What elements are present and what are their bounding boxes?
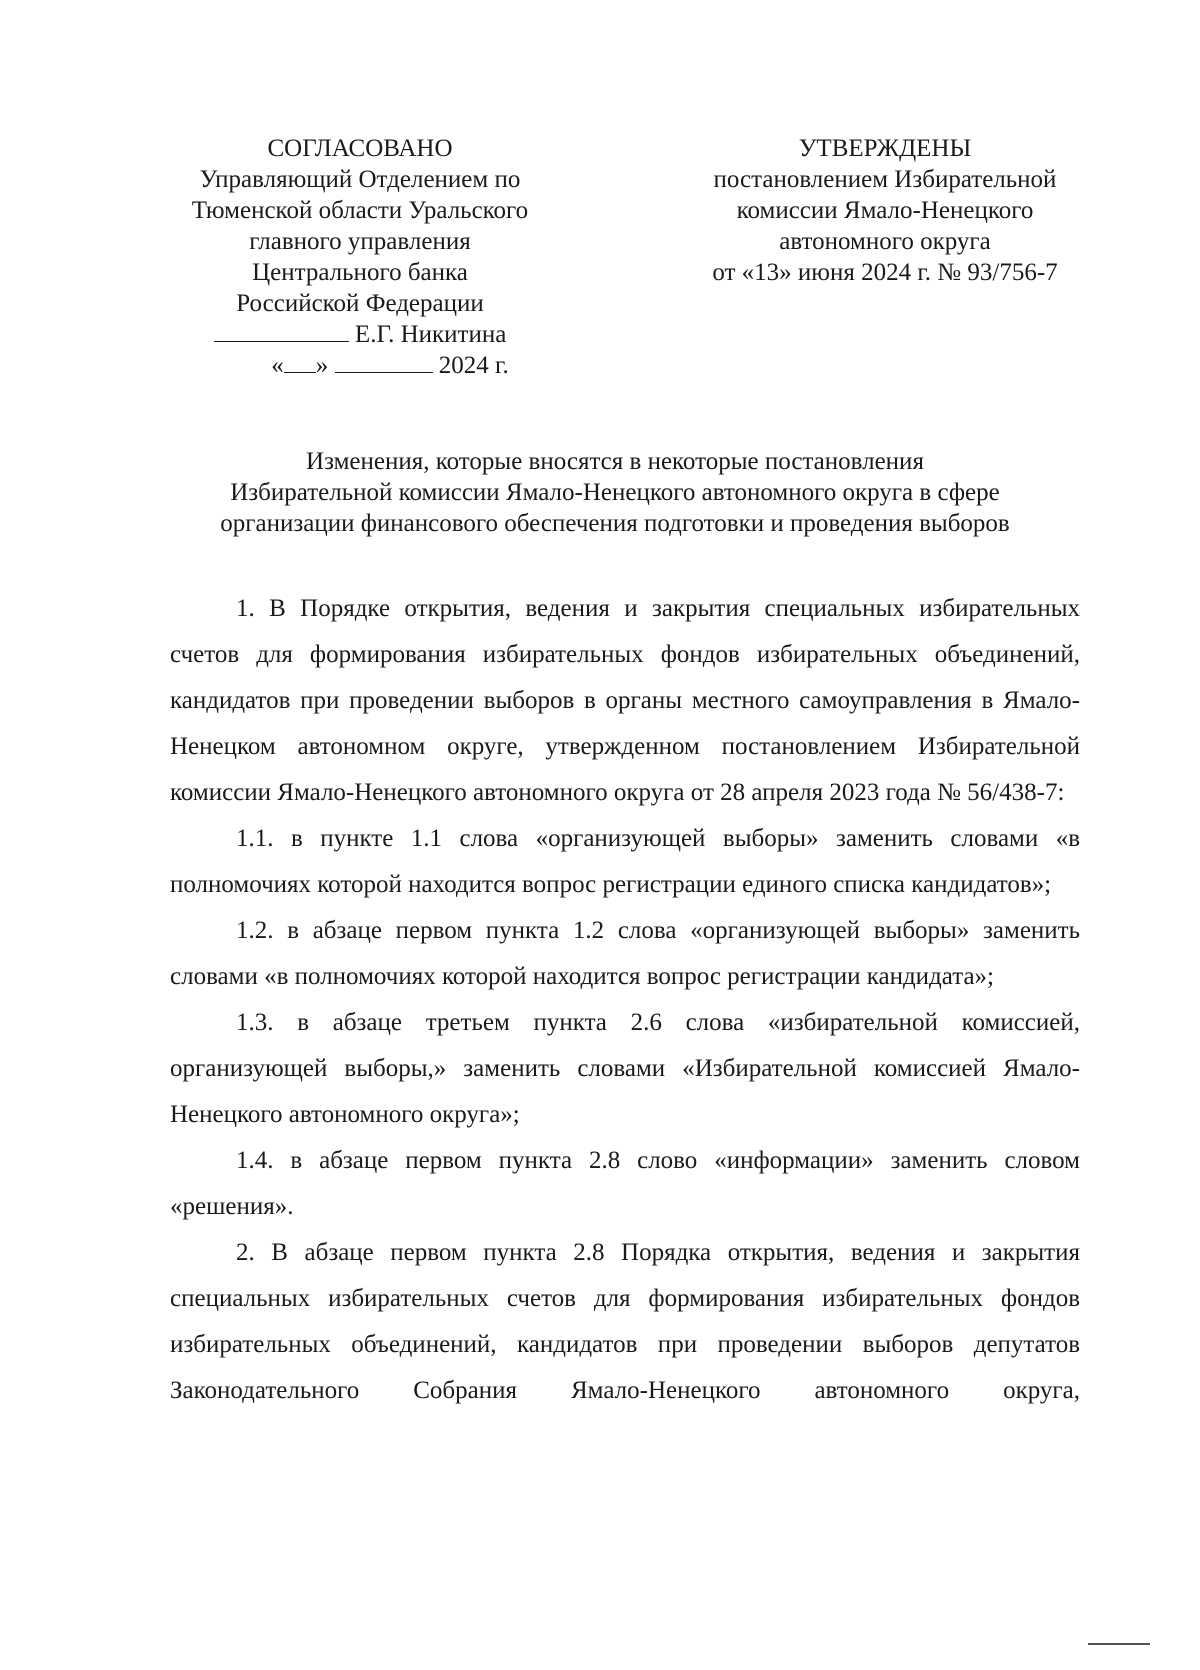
signer-name: Е.Г. Никитина <box>354 321 507 348</box>
agreed-line: Управляющий Отделением по <box>199 166 521 193</box>
agreed-heading: СОГЛАСОВАНО <box>267 135 453 162</box>
agreed-line: Тюменской области Уральского <box>191 197 529 224</box>
approval-date-row <box>150 350 570 381</box>
document-body <box>170 586 1080 1414</box>
approved-block <box>665 133 1105 288</box>
agreed-line: главного управления <box>249 228 471 255</box>
date-quote-close: » <box>315 352 329 379</box>
agreed-line: Российской Федерации <box>236 290 484 317</box>
paragraph-1-2: 1.2. в абзаце первом пункта 1.2 слова «организующей выборы» заменить словами «в полномочиях которой находится вопрос регистрации кандидата»; <box>170 917 1080 990</box>
paragraph-1-4: 1.4. в абзаце первом пункта 2.8 слово «информации» заменить словом «решения». <box>170 1147 1080 1220</box>
approved-heading: УТВЕРЖДЕНЫ <box>798 135 972 162</box>
day-blank <box>284 350 316 373</box>
paragraph-2: 2. В абзаце первом пункта 2.8 Порядка открытия, ведения и закрытия специальных избирательных счетов для формирования избирательных фондов избирательных объединений, кандидатов при проведении выборов депутатов Законодательного Собрания Ямало-Ненецкого автономного округа, <box>170 1239 1080 1404</box>
title-line: Избирательной комиссии Ямало-Ненецкого автономного округа в сфере <box>230 479 1000 506</box>
date-quote-open: « <box>271 352 284 379</box>
paragraph-1-3: 1.3. в абзаце третьем пункта 2.6 слова «избирательной комиссией, организующей выборы,» заменить словами «Избирательной комиссией Ямало-Ненецкого автономного округа»; <box>170 1009 1080 1128</box>
date-year: 2024 г. <box>438 352 509 379</box>
title-line: организации финансового обеспечения подготовки и проведения выборов <box>220 510 1010 537</box>
page-footer-mark <box>1088 1643 1150 1645</box>
title-line: Изменения, которые вносятся в некоторые постановления <box>306 448 924 475</box>
paragraph-1-1: 1.1. в пункте 1.1 слова «организующей выборы» заменить словами «в полномочиях которой находится вопрос регистрации единого списка кандидатов»; <box>170 825 1080 898</box>
approved-line: постановлением Избирательной <box>713 166 1057 193</box>
agreed-line: Центрального банка <box>252 259 468 286</box>
paragraph-1: 1. В Порядке открытия, ведения и закрытия специальных избирательных счетов для формирования избирательных фондов избирательных объединений, кандидатов при проведении выборов в органы местного самоуправления в Ямало-Ненецком автономном округе, утвержденном постановлением Избирательной комиссии Ямало-Ненецкого автономного округа от 28 апреля 2023 года № 56/438-7: <box>170 595 1080 806</box>
approved-line: комиссии Ямало-Ненецкого <box>736 197 1034 224</box>
signature-blank <box>214 319 349 342</box>
month-blank <box>335 350 433 373</box>
approved-line: автономного округа <box>779 228 991 255</box>
signature-line-row <box>150 319 570 350</box>
approved-line: от «13» июня 2024 г. № 93/756-7 <box>712 259 1058 286</box>
agreed-block <box>150 133 570 381</box>
document-title <box>160 446 1070 539</box>
